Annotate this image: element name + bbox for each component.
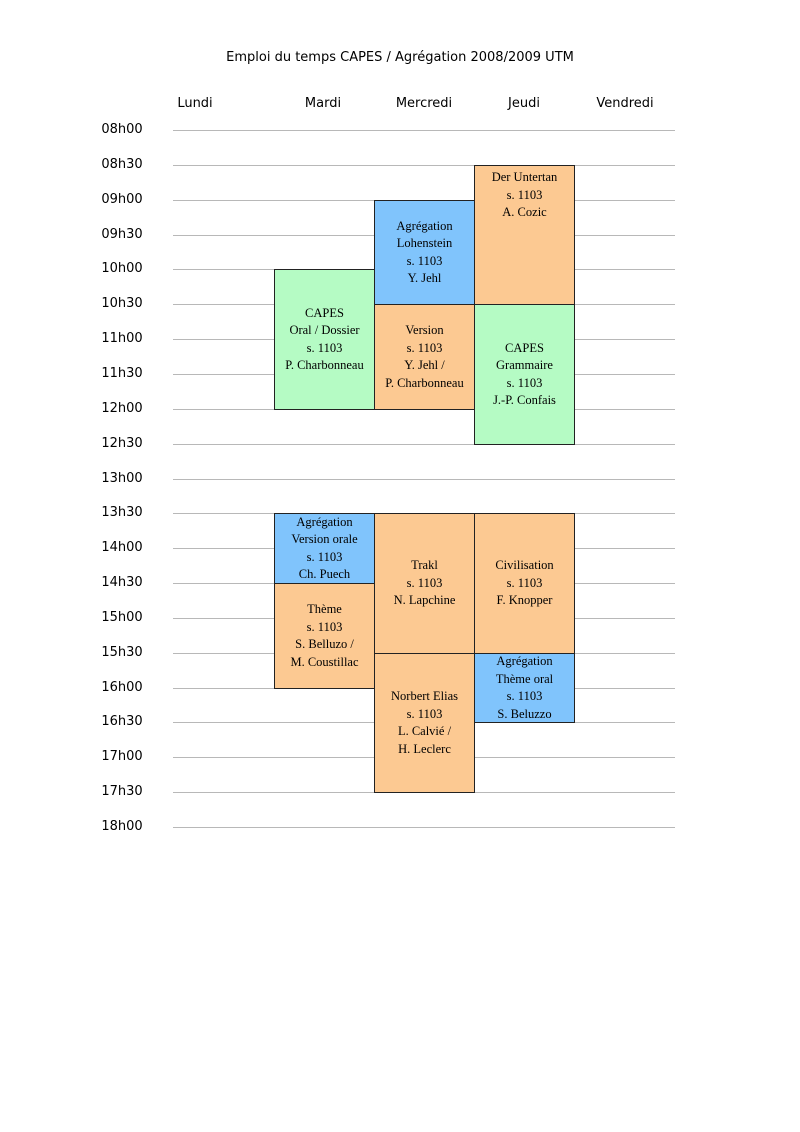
time-label: 12h30 <box>101 435 143 451</box>
time-label: 09h00 <box>101 191 143 207</box>
course-line: P. Charbonneau <box>385 375 464 390</box>
course-line: S. Belluzo / <box>295 637 354 651</box>
course-block[interactable] <box>474 304 575 445</box>
course-line: J.-P. Confais <box>493 393 556 407</box>
course-line: s. 1103 <box>506 575 543 590</box>
time-label: 15h30 <box>101 644 143 660</box>
time-label: 14h00 <box>101 540 143 556</box>
time-label: 16h30 <box>101 714 143 730</box>
day-header-vendredi: Vendredi <box>596 96 654 111</box>
course-line: H. Leclerc <box>398 741 451 756</box>
course-block[interactable] <box>474 513 575 654</box>
day-header-mardi: Mardi <box>304 96 342 111</box>
course-line: Lohenstein <box>396 236 453 250</box>
time-label: 08h30 <box>101 156 143 172</box>
time-label: 16h00 <box>101 679 143 695</box>
grid-line <box>173 444 675 445</box>
course-block[interactable] <box>274 513 375 584</box>
time-label: 15h00 <box>101 609 143 625</box>
course-line: Norbert Elias <box>391 689 458 703</box>
time-label: 18h00 <box>101 819 143 834</box>
course-line: Y. Jehl / <box>404 358 445 372</box>
course-line: L. Calvié / <box>397 724 452 738</box>
course-block[interactable] <box>274 269 375 410</box>
course-line: Der Untertan <box>491 170 558 184</box>
course-line: s. 1103 <box>406 706 443 721</box>
time-label: 10h30 <box>101 296 143 312</box>
page-title: Emploi du temps CAPES / Agrégation 2008/2009 UTM <box>226 50 574 65</box>
course-line: N. Lapchine <box>393 593 456 608</box>
time-label: 17h30 <box>101 784 143 800</box>
day-header-jeudi: Jeudi <box>508 96 540 111</box>
course-line: s. 1103 <box>506 187 543 202</box>
course-line: s. 1103 <box>406 340 443 355</box>
course-line: s. 1103 <box>306 340 343 355</box>
grid-line <box>173 479 675 480</box>
course-line: A. Cozic <box>502 205 547 219</box>
course-line: s. 1103 <box>506 375 543 390</box>
course-line: Thème <box>307 602 342 616</box>
day-header-lundi: Lundi <box>177 96 213 111</box>
course-line: CAPES <box>505 340 544 355</box>
course-block[interactable] <box>274 583 375 689</box>
course-line: Agrégation <box>296 514 353 529</box>
course-block[interactable] <box>374 304 475 410</box>
course-block[interactable] <box>474 165 575 305</box>
course-line: M. Coustillac <box>290 654 359 669</box>
time-label: 13h30 <box>101 505 143 521</box>
grid-line <box>173 130 675 131</box>
time-label: 10h00 <box>101 261 143 277</box>
course-line: Agrégation <box>396 218 453 233</box>
course-line: Version <box>405 323 444 337</box>
time-label: 14h30 <box>101 575 143 591</box>
course-block[interactable] <box>474 653 575 723</box>
course-line: s. 1103 <box>306 549 343 564</box>
course-line: Oral / Dossier <box>289 323 360 337</box>
time-label: 11h30 <box>101 365 143 381</box>
course-line: s. 1103 <box>506 689 543 703</box>
course-line: Agrégation <box>496 654 553 668</box>
course-line: P. Charbonneau <box>285 358 364 372</box>
course-line: F. Knopper <box>496 593 553 608</box>
day-header-mercredi: Mercredi <box>395 96 453 111</box>
course-block[interactable] <box>374 513 475 654</box>
course-line: s. 1103 <box>306 619 343 634</box>
course-line: Trakl <box>411 558 438 573</box>
course-line: Ch. Puech <box>298 567 351 581</box>
grid-line <box>173 165 675 166</box>
course-line: s. 1103 <box>406 253 443 268</box>
course-line: Grammaire <box>496 358 553 372</box>
course-line: Version orale <box>291 532 358 546</box>
grid-line <box>173 827 675 828</box>
course-line: Civilisation <box>495 558 554 573</box>
course-line: Y. Jehl <box>407 271 442 285</box>
course-line: s. 1103 <box>406 575 443 590</box>
time-label: 17h00 <box>101 749 143 765</box>
time-label: 08h00 <box>101 122 143 137</box>
time-label: 13h00 <box>101 470 143 486</box>
time-label: 09h30 <box>101 226 143 242</box>
course-line: CAPES <box>305 305 344 320</box>
time-label: 11h00 <box>101 331 143 347</box>
time-label: 12h00 <box>101 400 143 416</box>
course-line: Thème oral <box>495 671 554 686</box>
course-line: S. Beluzzo <box>497 706 552 721</box>
course-block[interactable] <box>374 200 475 305</box>
course-block[interactable] <box>374 653 475 793</box>
